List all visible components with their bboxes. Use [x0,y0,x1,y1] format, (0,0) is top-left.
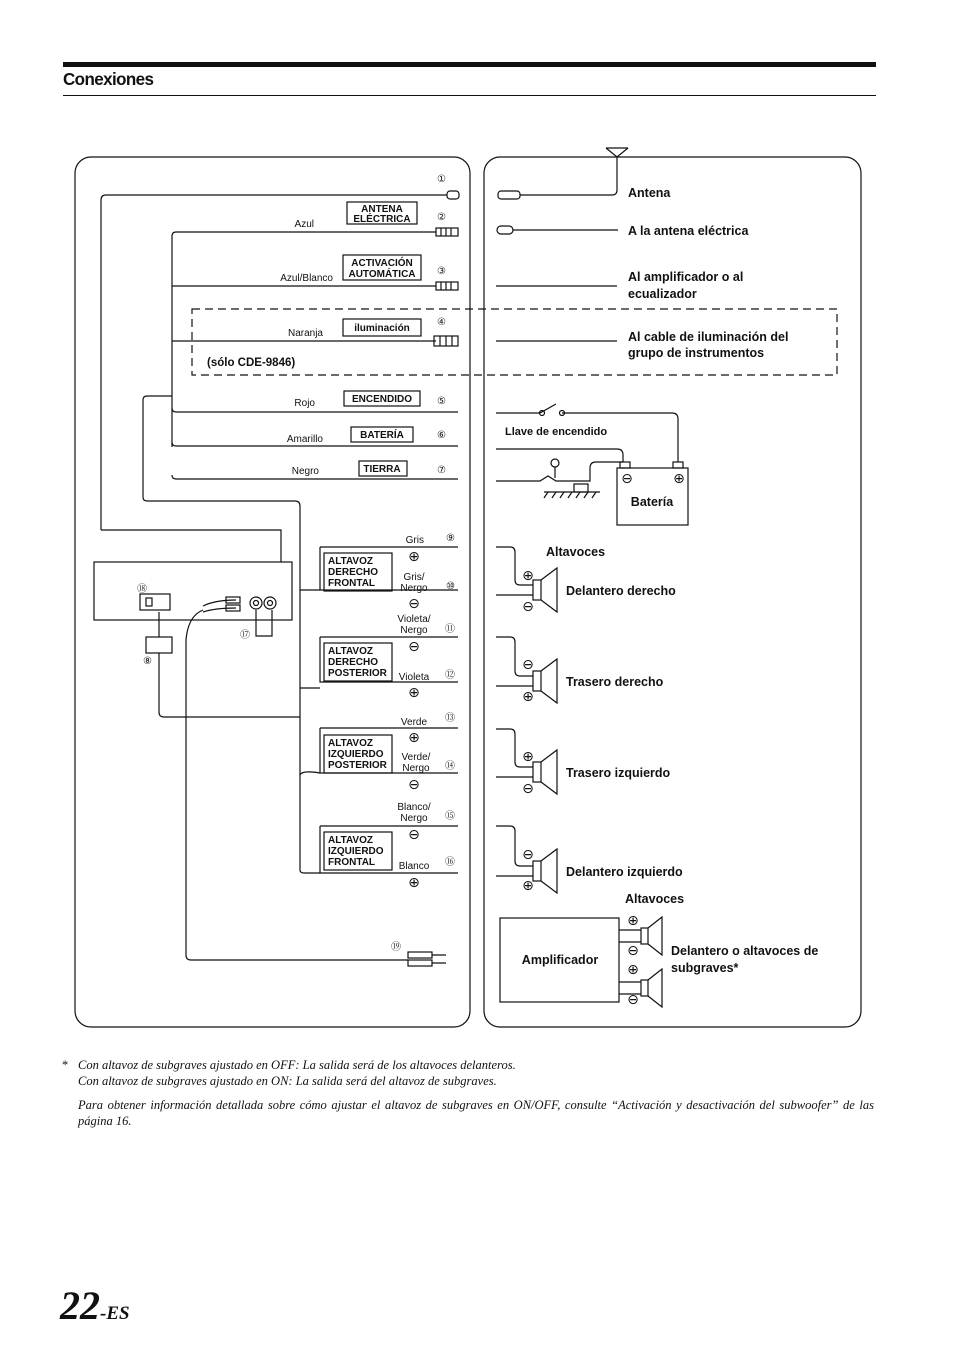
box-automatica: AUTOMÁTICA [348,269,416,280]
spk-wire-9-num: ⑨ [446,533,455,544]
wire-num-5: ⑤ [437,396,446,407]
box-encendido: ENCENDIDO [351,394,413,405]
label-delantero-derecho: Delantero derecho [566,584,676,598]
wire-num-1: ① [437,174,446,185]
label-antena: Antena [628,186,671,200]
spk-wire-15-color-1: Blanco/ [397,802,431,813]
box-bateria: BATERÍA [360,430,404,441]
plus-sign: ⊕ [522,689,534,705]
spk-box-1-l2: DERECHO [328,567,379,578]
minus-sign: ⊖ [408,596,420,612]
minus-sign: ⊖ [408,827,420,843]
spk-box-3-l1: ALTAVOZ [328,738,373,749]
box-iluminacion: iluminación [354,323,410,334]
minus-sign: ⊖ [627,943,639,959]
minus-sign: ⊖ [627,992,639,1008]
spk-wire-16-num: ⑯ [445,857,455,868]
head-unit [94,562,292,620]
spk-box-4-l3: FRONTAL [328,857,376,868]
wire-num-4: ④ [437,317,446,328]
footnotes [62,1057,874,1129]
minus-sign: ⊖ [408,639,420,655]
page-number-value: 22 [60,1283,100,1328]
plus-sign: ⊕ [408,875,420,891]
spk-box-2-l3: POSTERIOR [328,668,387,679]
num-8: ⑧ [143,656,152,667]
spk-box-2-l2: DERECHO [328,657,379,668]
label-delantero-izquierdo: Delantero izquierdo [566,865,683,879]
wire-num-2: ② [437,212,446,223]
footnote-line-1: Con altavoz de subgraves ajustado en OFF: La salida será de los altavoces delanteros. [78,1058,516,1072]
spk-box-1-l3: FRONTAL [328,578,376,589]
plus-sign: ⊕ [522,878,534,894]
label-altavoces: Altavoces [546,545,606,559]
label-altavoces-amp: Altavoces [625,892,685,906]
wire-color-4: Naranja [287,328,323,339]
label-bateria: Batería [630,495,674,509]
spk-wire-10-num: ⑩ [446,581,455,592]
num-19: ⑲ [391,942,401,953]
spk-box-2-l1: ALTAVOZ [328,646,373,657]
box-antena: ANTENA [361,204,403,215]
minus-sign: ⊖ [522,657,534,673]
spk-wire-15-num: ⑮ [445,811,455,822]
footnote-star: * [62,1058,69,1072]
plus-sign: ⊕ [408,549,420,565]
remote-box [146,637,172,653]
plus-sign: ⊕ [627,962,639,978]
minus-sign: ⊖ [408,777,420,793]
label-iluminacion-2: grupo de instrumentos [628,346,765,360]
page-number [60,1282,130,1329]
footnote-line-2: Con altavoz de subgraves ajustado en ON: La salida será del altavoz de subgraves. [78,1074,497,1088]
label-trasero-derecho: Trasero derecho [566,675,664,689]
box-tierra: TIERRA [363,464,401,475]
wire-num-7: ⑦ [437,465,446,476]
label-llave: Llave de encendido [505,426,608,438]
plus-sign: ⊕ [627,913,639,929]
minus-sign: ⊖ [522,599,534,615]
spk-wire-10-color-2: Nergo [400,583,428,594]
spk-wire-15-color-2: Nergo [400,813,428,824]
minus-sign: ⊖ [522,847,534,863]
spk-wire-13-num: ⑬ [445,713,455,724]
wire-color-6: Amarillo [286,434,323,445]
box-activacion: ACTIVACIÓN [351,258,413,269]
wire-num-3: ③ [437,266,446,277]
label-antena-electrica: A la antena eléctrica [628,224,749,238]
plus-sign: ⊕ [522,749,534,765]
spk-box-4-l1: ALTAVOZ [328,835,373,846]
wire-color-3: Azul/Blanco [280,273,333,284]
wire-color-5: Rojo [294,398,315,409]
spk-wire-14-num: ⑭ [445,761,455,772]
connector-18 [140,594,170,610]
footnote-line-3: Para obtener información detallada sobre cómo ajustar el altavoz de subgraves en ON/OFF, consulte “Activación y desactivación del subwoofer” de las página 16. [78,1098,874,1128]
spk-wire-11-color-1: Violeta/ [397,614,431,625]
spk-wire-16-color: Blanco [398,861,430,872]
only-model: (sólo CDE-9846) [207,357,296,369]
page-suffix: -ES [100,1303,130,1324]
plus-sign: ⊕ [408,685,420,701]
spk-box-1-l1: ALTAVOZ [328,556,373,567]
plus-sign: ⊕ [522,568,534,584]
spk-wire-14-color-1: Verde/ [401,752,431,763]
box-electrica: ELÉCTRICA [353,214,411,225]
spk-wire-9-color: Gris [405,535,424,546]
minus-sign: ⊖ [522,781,534,797]
num-18: ⑱ [137,584,147,595]
wire-color-7: Negro [291,466,319,477]
page-title: Conexiones [63,69,154,90]
label-amplificador-2: ecualizador [628,287,697,301]
battery-minus: ⊖ [621,471,633,487]
spk-wire-14-color-2: Nergo [402,763,430,774]
spk-box-3-l3: POSTERIOR [328,760,387,771]
plus-sign: ⊕ [408,730,420,746]
label-subgraves-1: Delantero o altavoces de [671,944,819,958]
num-17: ⑰ [240,630,250,641]
spk-wire-12-num: ⑫ [445,670,455,681]
spk-box-3-l2: IZQUIERDO [328,749,384,760]
spk-wire-12-color: Violeta [398,672,430,683]
wire-num-6: ⑥ [437,430,446,441]
wire-color-2: Azul [294,219,314,230]
spk-wire-11-color-2: Nergo [400,625,428,636]
spk-wire-10-color-1: Gris/ [403,572,425,583]
spk-box-4-l2: IZQUIERDO [328,846,384,857]
label-amplificador-1: Al amplificador o al [628,270,744,284]
spk-wire-11-num: ⑪ [445,624,455,635]
label-subgraves-2: subgraves* [671,961,739,975]
battery-plus: ⊕ [673,471,685,487]
label-iluminacion-1: Al cable de iluminación del [628,330,789,344]
label-amplificador: Amplificador [521,953,599,967]
spk-wire-13-color: Verde [400,717,428,728]
label-trasero-izquierdo: Trasero izquierdo [566,766,671,780]
